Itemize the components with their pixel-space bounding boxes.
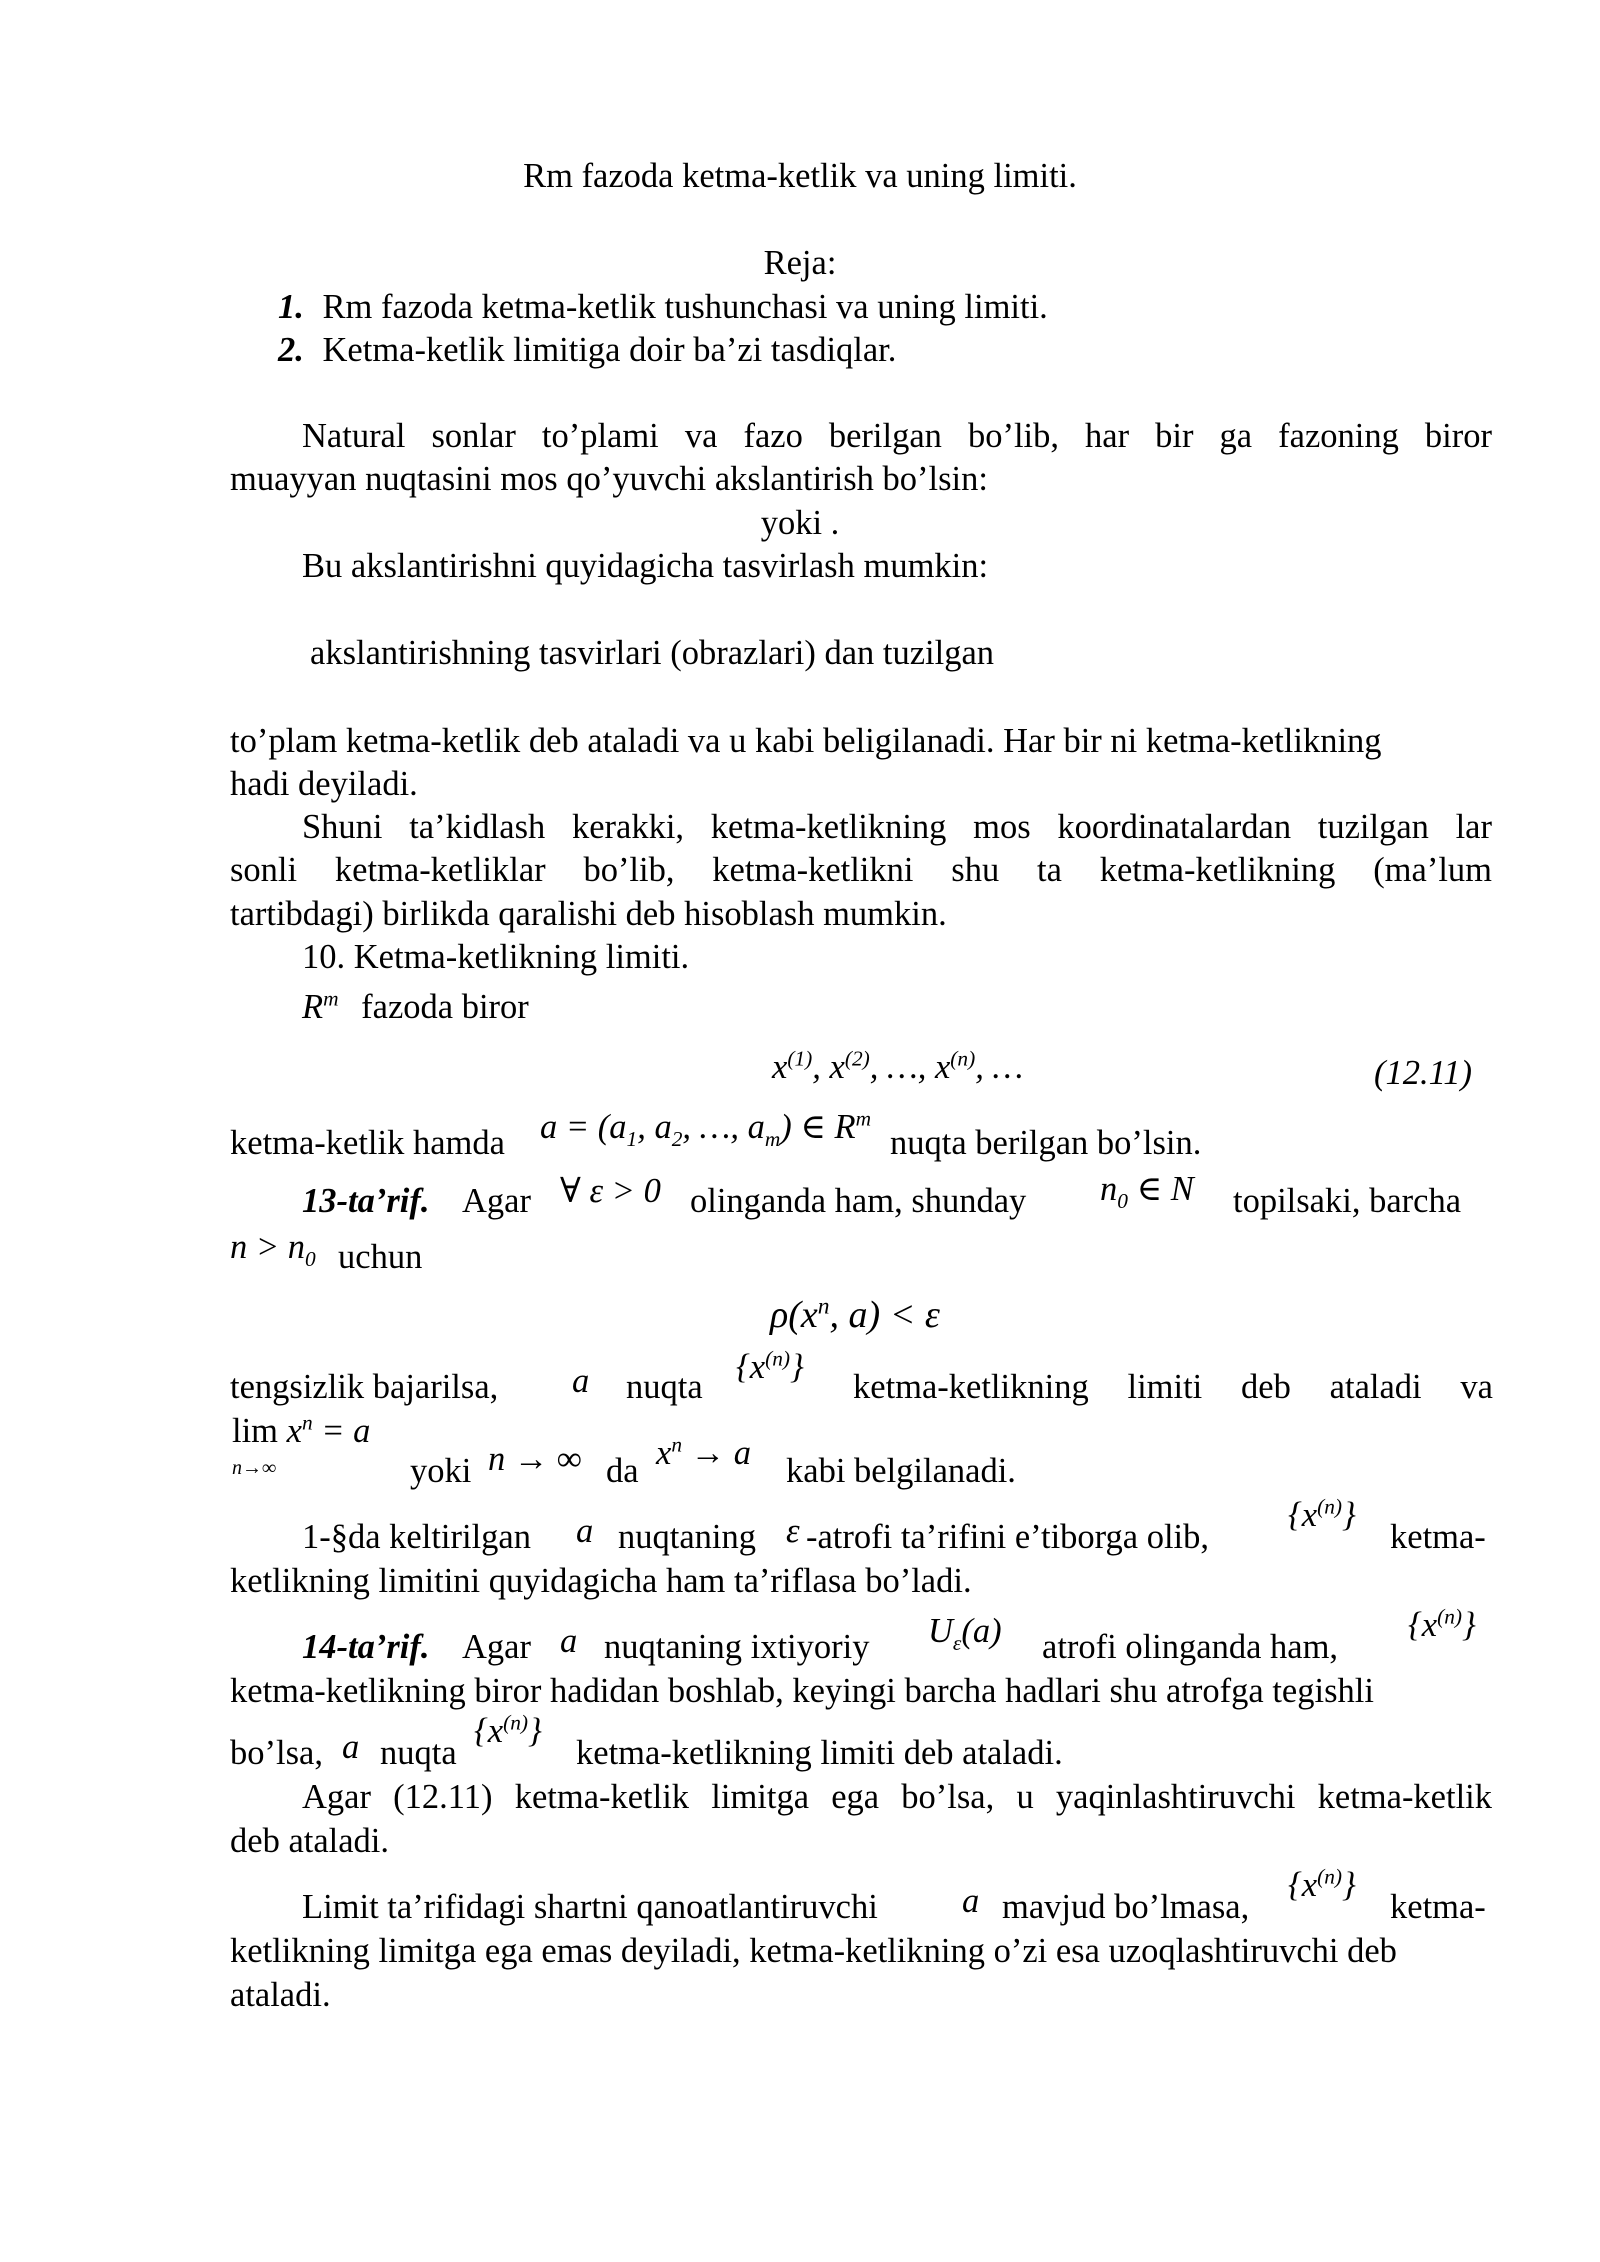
paragraph-text: bo’lsa, [230, 1734, 323, 1772]
paragraph-line: yoki . [760, 504, 840, 542]
math-a: a [572, 1362, 590, 1400]
plan-item-number: 1. [278, 288, 304, 326]
paragraph-line: Agar (12.11) ketma-ketlik limitga ega bo’lsa, u yaqinlashtiruvchi ketma-ketlik [302, 1778, 1492, 1816]
math-lim-sub: n→∞ [232, 1457, 277, 1479]
paragraph-text: Agar [462, 1182, 531, 1220]
paragraph-line: hadi deyiladi. [230, 765, 418, 803]
math-seq-braces: $\{x^{(n)}\}$ [1288, 1864, 1356, 1904]
paragraph-line: ketlikning limitga ega emas deyiladi, ketma-ketlikning o’zi esa uzoqlashtiruvchi deb [230, 1932, 1397, 1970]
page-title: Rm fazoda ketma-ketlik va uning limiti. [523, 157, 1077, 195]
paragraph-line: muayyan nuqtasini mos qo’yuvchi akslantirish bo’lsin: [230, 460, 988, 498]
math-inequality: $\rho(x^n$, a) < ε [770, 1293, 940, 1336]
plan-item-text: Rm fazoda ketma-ketlik tushunchasi va uning limiti. [322, 288, 1048, 326]
paragraph-text: Agar [462, 1628, 531, 1666]
paragraph-line: deb ataladi. [230, 1822, 390, 1860]
definition-label-13: 13-ta’rif. [302, 1182, 430, 1220]
paragraph-line: Bu akslantirishni quyidagicha tasvirlash mumkin: [302, 547, 989, 585]
math-n0: $n_0$ ∈ N [1100, 1170, 1194, 1213]
math-n-gt-n0: $n > n_0$ [230, 1228, 316, 1271]
paragraph-text: -atrofi ta’rifini e’tiborga olib, [806, 1518, 1210, 1556]
paragraph-line: Natural sonlar to’plami va fazo berilgan bo’lib, har bir ga fazoning biror [302, 417, 1492, 455]
math-seq-braces: $\{x^{(n)}\}$ [474, 1710, 542, 1750]
paragraph-text: 1-§da keltirilgan [302, 1518, 531, 1556]
math-point-a: $a = (a_1$, $a_2$, …, $a_m$) ∈ $R^m$ [540, 1106, 872, 1151]
paragraph-text: topilsaki, barcha [1233, 1182, 1462, 1220]
paragraph-text: uchun [338, 1238, 423, 1276]
paragraph-text: ketma-ketlikning limiti deb ataladi va [853, 1368, 1493, 1406]
equation-sequence: $x^{(1)}$, $x^{(2)}$, …, $x^{(n)}$, … [772, 1046, 1024, 1086]
paragraph-text: mavjud bo’lmasa, [1002, 1888, 1250, 1926]
equation-label: (12.11) [1374, 1054, 1473, 1092]
paragraph-text: nuqta [626, 1368, 703, 1406]
paragraph-text: yoki [410, 1452, 472, 1490]
paragraph-text: nuqta berilgan bo’lsin. [890, 1124, 1202, 1162]
math-a: a [962, 1882, 980, 1920]
paragraph-text: ketma-ketlikning limiti deb ataladi. [576, 1734, 1063, 1772]
paragraph-text: tengsizlik bajarilsa, [230, 1368, 499, 1406]
math-seq-braces: $\{x^{(n)}\}$ [736, 1346, 804, 1386]
paragraph-text: fazoda biror [361, 988, 529, 1026]
paragraph-line: sonli ketma-ketliklar bo’lib, ketma-ketlikni shu ta ketma-ketlikning (ma’lum [230, 851, 1492, 889]
paragraph-line: ketlikning limitini quyidagicha ham ta’riflasa bo’ladi. [230, 1562, 972, 1600]
paragraph-text: da [606, 1452, 639, 1490]
math-lim: $\lim x^n = a$ [232, 1410, 371, 1450]
paragraph-text: olinganda ham, shunday [690, 1182, 1027, 1220]
paragraph-text: nuqtaning ixtiyoriy [604, 1628, 870, 1666]
paragraph-text: nuqta [380, 1734, 457, 1772]
math-forall-eps: ∀ ε > 0 [560, 1172, 661, 1210]
math-neighborhood: $U_\varepsilon(a)$ [928, 1612, 1002, 1655]
paragraph-text: ketma- [1390, 1518, 1486, 1556]
math-a: a [342, 1728, 360, 1766]
paragraph-text: ketma- [1390, 1888, 1486, 1926]
math-a: a [560, 1622, 578, 1660]
math-seq-braces: $\{x^{(n)}\}$ [1288, 1494, 1356, 1534]
math-eps: ε [786, 1512, 800, 1550]
math-seq-braces: $\{x^{(n)}\}$ [1408, 1604, 1476, 1644]
paragraph-line: to’plam ketma-ketlik deb ataladi va u kabi beligilanadi. Har bir ni ketma-ketlikning [230, 722, 1382, 760]
paragraph-line: ketma-ketlikning biror hadidan boshlab, keyingi barcha hadlari shu atrofga tegishli [230, 1672, 1374, 1710]
plan-item-2 [278, 329, 896, 372]
paragraph-line: ataladi. [230, 1976, 331, 2014]
paragraph-line: tartibdagi) birlikda qaralishi deb hisoblash mumkin. [230, 895, 947, 933]
paragraph-text: kabi belgilanadi. [786, 1452, 1016, 1490]
plan-item-1 [278, 286, 1048, 329]
math-a: a [576, 1512, 594, 1550]
plan-item-text: Ketma-ketlik limitiga doir ba’zi tasdiqlar. [322, 331, 897, 369]
paragraph-text: Limit ta’rifidagi shartni qanoatlantiruvchi [302, 1888, 878, 1926]
paragraph-line: ketma-ketlik hamda [230, 1124, 505, 1162]
section-heading: 10. Ketma-ketlikning limiti. [302, 938, 690, 976]
math-rm: $R^m$ [302, 986, 339, 1026]
plan-heading: Reja: [763, 244, 837, 282]
paragraph-line: Shuni ta’kidlash kerakki, ketma-ketlikning mos koordinatalardan tuzilgan lar [302, 808, 1492, 846]
definition-label-14: 14-ta’rif. [302, 1628, 430, 1666]
math-xn-to-a: $x^n \to a$ [656, 1432, 752, 1472]
paragraph-text: atrofi olinganda ham, [1042, 1628, 1339, 1666]
math-n-to-inf: n → ∞ [488, 1440, 582, 1478]
paragraph-line: akslantirishning tasvirlari (obrazlari) dan tuzilgan [310, 634, 995, 672]
plan-item-number: 2. [278, 331, 304, 369]
paragraph-line [302, 986, 529, 1029]
paragraph-text: nuqtaning [618, 1518, 756, 1556]
